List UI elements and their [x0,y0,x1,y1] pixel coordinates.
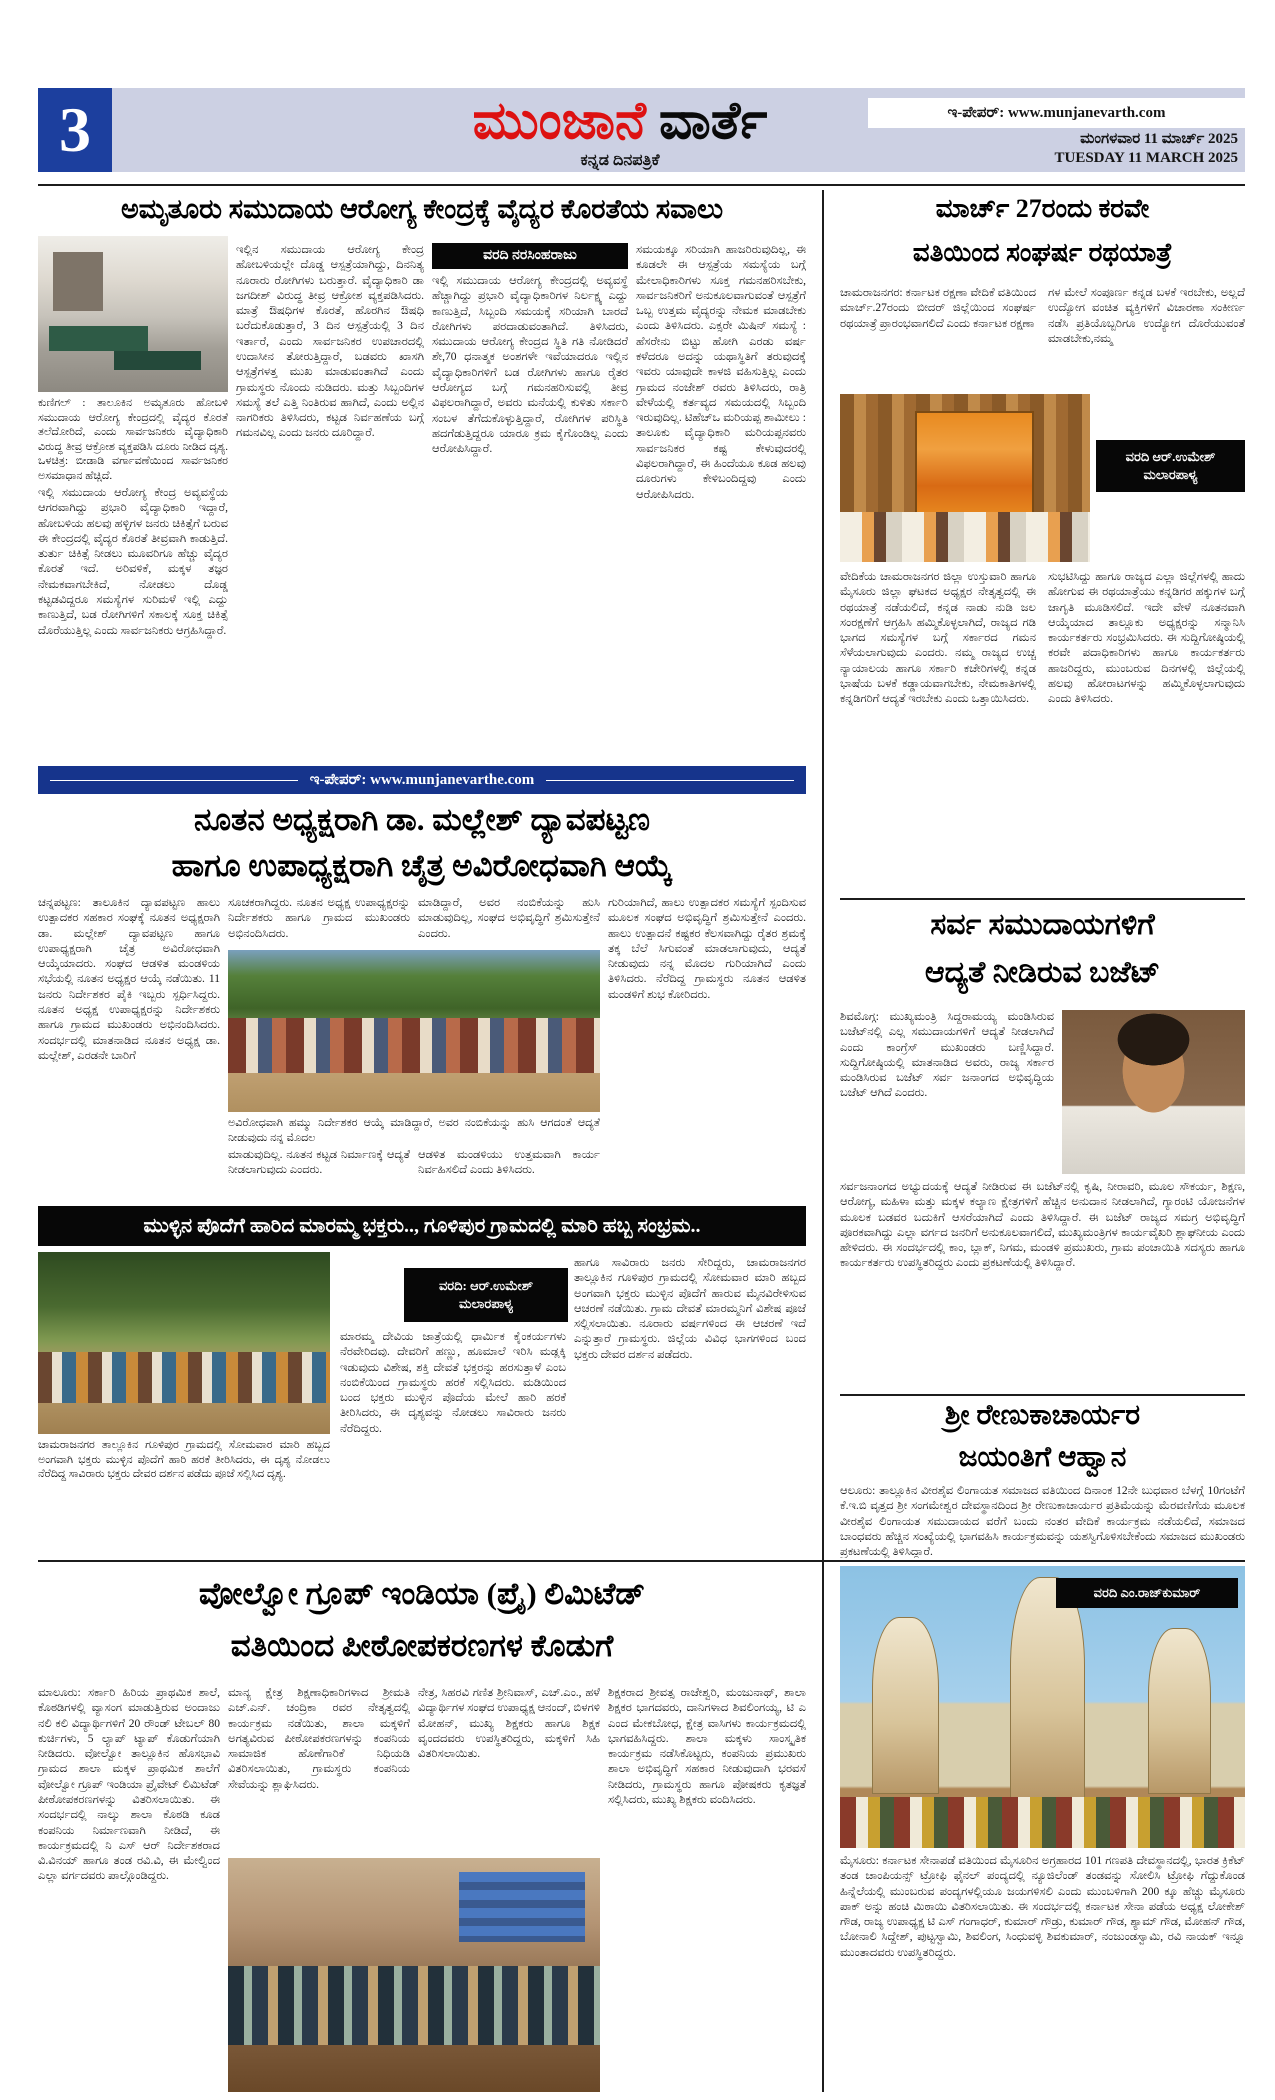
article1-byline: ವರದಿ ನರಸಿಂಹರಾಜು [432,243,628,269]
article2-byline-line2: ಮಲಾರಪಾಳ್ಯ [1143,467,1198,482]
hospital-photo [38,236,228,392]
article2-body-col1: ವೇದಿಕೆಯ ಚಾಮರಾಜನಗರ ಜಿಲ್ಲಾ ಉಸ್ತುವಾರಿ ಹಾಗೂ ಮೈಸೂರು ಜಿಲ್ಲಾ ಘಟಕದ ಅಧ್ಯಕ್ಷರ ನೇತೃತ್ವದಲ್ಲಿ ಈ ರಥಯಾತ್ರೆ ನಡೆಯಲಿದೆ, ಕನ್ನಡ ನಾಡು ನುಡಿ ಜಲ ಸಂರಕ್ಷಣೆಗೆ ಆಗ್ರಹಿಸಿ ಹಮ್ಮಿಕೊಳ್ಳಲಾಗಿದೆ, ರಾಜ್ಯದ ಗಡಿ ಭಾಗದ ಸಮಸ್ಯೆಗಳ ಬಗ್ಗೆ ಸರ್ಕಾರದ ಗಮನ ಸೆಳೆಯಲಾಗುವುದು ಎಂದರು. ನಮ್ಮ ರಾಜ್ಯದ ಉಚ್ಚ ನ್ಯಾಯಾಲಯ ಹಾಗೂ ಸರ್ಕಾರಿ ಕಚೇರಿಗಳಲ್ಲಿ ಕನ್ನಡ ಭಾಷೆಯ ಬಳಕೆ ಕಡ್ಡಾಯವಾಗಬೇಕು, ನೇಮಕಾತಿಗಳಲ್ಲಿ ಕನ್ನಡಿಗರಿಗೆ ಆದ್ಯತೆ ಇರಬೇಕು ಎಂದು ಒತ್ತಾಯಿಸಿದರು. [840,571,1036,706]
classroom-photo [228,1858,600,2092]
photo-devotees-graphic [840,1797,1245,1848]
article2-byline-line1: ವರದಿ ಆರ್.ಉಮೇಶ್ [1125,448,1216,464]
bottom-section-rule [38,1560,1245,1562]
coop-group-photo [228,950,600,1112]
article1-col4: ಸಮಯಕ್ಕೂ ಸರಿಯಾಗಿ ಹಾಜರಿರುವುದಿಲ್ಲ, ಈ ಕೂಡಲೇ ಈ ಆಸ್ಪತ್ರೆಯ ಸಮಸ್ಯೆಯ ಬಗ್ಗೆ ಮೇಲಾಧಿಕಾರಿಗಳು ಸೂಕ್ತ ಗಮನಹರಿಸಬೇಕು, ಸಾರ್ವಜನಿಕರಿಗೆ ಅನುಕೂಲವಾಗುವಂತೆ ಆಸ್ಪತ್ರೆಗೆ ಒಬ್ಬ ಉತ್ತಮ ವೈದ್ಯರನ್ನು ನೇಮಕ ಮಾಡಬೇಕು ಎಂದು ತಿಳಿಸಿದರು. ಎಕ್ಸರೇ ಮಿಷಿನ್ ಸಮಸ್ಯೆ : ಹೆಸರೇನು ಬಿಟ್ಟು ಹೋಗಿ ಎರಡು ವರ್ಷ ಕಳೆದರೂ ಅದನ್ನು ಯಥಾಸ್ಥಿತಿಗೆ ತರುವುದಕ್ಕೆ ಇವರು ಯಾವುದೇ ಕಾಳಜಿ ವಹಿಸುತ್ತಿಲ್ಲ ಎಂದು ಗ್ರಾಮದ ನಂಜೇಶ್ ರವರು ತಿಳಿಸಿದರು, ರಾತ್ರಿ ವೇಳೆಯಲ್ಲಿ ಕರ್ತವ್ಯದ ಸಮಯದಲ್ಲಿ ಸಿಬ್ಬಂದಿ ಇರುವುದಿಲ್ಲ. ಟಿಹೆಚ್‌ಒ ಮರಿಯಪ್ಪ ಶಾಮೀಲು : ತಾಲೂಕು ವೈದ್ಯಾಧಿಕಾರಿ ಮರಿಯಪ್ಪನವರು ಸಾರ್ವಜನಿಕರ ಕಷ್ಟ ಕೇಳುವುದರಲ್ಲಿ ವಿಫಲರಾಗಿದ್ದಾರೆ, ಈ ಹಿಂದೆಯೂ ಕೂಡ ಹಲವು ದೂರುಗಳು ಕೇಳಿಬಂದಿದ್ದವು ಎಂದು ಆರೋಪಿಸಿದರು. [636,244,806,501]
article1-photo-caption: ಕುಣಿಗಲ್ : ತಾಲೂಕಿನ ಅಮೃತೂರು ಹೋಬಳಿ ಸಮುದಾಯ ಆರೋಗ್ಯ ಕೇಂದ್ರದಲ್ಲಿ ವೈದ್ಯರ ಕೊರತೆ ತಲೆದೋರಿದೆ, ಎಂದು ಸಾರ್ವಜನಿಕರು ವೈದ್ಯಾಧಿಕಾರಿ ವಿರುದ್ಧ ತೀವ್ರ ಆಕ್ರೋಶ ವ್ಯಕ್ತಪಡಿಸಿ ದೂರು ನೀಡಿದ ದೃಶ್ಯ. ಒಳಚಿತ್ರ: ಬೀಡಾಡಿ ವರ್ಗಾವಣೆಯಿಂದ ಸಾರ್ವಜನಿಕರ ಅಸಮಾಧಾನ ಹೆಚ್ಚಿದೆ. [38,397,228,482]
article4-top-rule [840,898,1245,900]
article7-col3: ನೇತ್ರ, ಸಿಹರವಿ ಗಣಿತ ಶ್ರೀನಿವಾಸ್, ಎಚ್.ಎಂ., ಹಳೆ ವಿದ್ಯಾರ್ಥಿಗಳ ಸಂಘದ ಉಪಾಧ್ಯಕ್ಷ ಆನಂದ್, ಬಿಳಗಳಿ ಮೋಹನ್, ಮುಖ್ಯ ಶಿಕ್ಷಕರು ಹಾಗೂ ಶಿಕ್ಷಕ ವೃಂದದವರು ಉಪಸ್ಥಿತರಿದ್ದರು, ಮಕ್ಕಳಿಗೆ ಸಿಹಿ ವಿತರಿಸಲಾಯಿತು. [418,1687,600,1761]
temple-photo [840,1566,1245,1848]
article6-headline-bar: ಮುಳ್ಳಿನ ಪೊದೆಗೆ ಹಾರಿದ ಮಾರಮ್ಮ ಭಕ್ತರು.., ಗೂಳಿಪುರ ಗ್ರಾಮದಲ್ಲಿ ಮಾರಿ ಹಬ್ಬ ಸಂಭ್ರಮ.. [38,1206,806,1246]
article8-body: ಮೈಸೂರು: ಕರ್ನಾಟಕ ಸೇನಾಪಡೆ ವತಿಯಿಂದ ಮೈಸೂರಿನ ಅಗ್ರಹಾರದ 101 ಗಣಪತಿ ದೇವಸ್ಥಾನದಲ್ಲಿ, ಭಾರತ ಕ್ರಿಕೆಟ್ ತಂಡ ಚಾಂಪಿಯನ್ಸ್ ಟ್ರೋಫಿ ಫೈನಲ್ ಪಂದ್ಯದಲ್ಲಿ ನ್ಯೂಜಿಲೆಂಡ್ ತಂಡವನ್ನು ಸೋಲಿಸಿ ಟ್ರೋಫಿ ಗೆದ್ದುಕೊಂಡ ಹಿನ್ನೆಲೆಯಲ್ಲಿ ಮುಂಬರುವ ಪಂದ್ಯಗಳಲ್ಲಿಯೂ ಜಯಗಳಿಸಲಿ ಎಂದು ಮುಂಬಳಿಗಾಗಿ 200 ಕ್ಕೂ ಹೆಚ್ಚು ಮೈಸೂರು ಪಾಕ್ ಅನ್ನು ಹಂಚಿ ಮಿಠಾಯಿ ವಿತರಿಸಲಾಯಿತು. ಈ ಸಂದರ್ಭದಲ್ಲಿ ಕರ್ನಾಟಕ ಸೇನಾ ಪಡೆಯ ಅಧ್ಯಕ್ಷ ಲೋಕೇಶ್ ಗೌಡ, ರಾಜ್ಯ ಉಪಾಧ್ಯಕ್ಷ ಟಿ ಎಸ್ ಗಂಗಾಧರ್, ಕುಮಾರ್ ಗೌಡ್ರು, ಕುಮಾರ್ ಗೌಡ, ಶ್ಯಾಮ್ ಗೌಡ, ಮೋಹನ್ ಗೌಡ, ಬೋನಾಲಿ ಸಿದ್ದೇಶ್, ಪುಟ್ಟಸ್ವಾಮಿ, ಶಿವಲಿಂಗ, ಸಿಂಧುವಳ್ಳಿ ಶಿವಕುಮಾರ್, ನಂಜುಂಡಸ್ವಾಮಿ, ರವಿ ನಾಯಕ್ ಇನ್ನೂ ಮುಂತಾದವರು ಉಪಸ್ಥಿತರಿದ್ದರು. [840,1855,1245,1959]
epaper-url: ಇ-ಪೇಪರ್: www.munjanevarth.com [868,98,1245,128]
date-kannada: ಮಂಗಳವಾರ 11 ಮಾರ್ಚ್ 2025 [1080,131,1238,147]
column-divider [822,190,824,2092]
article3-col3-bottom: ಆಡಳಿತ ಮಂಡಳಿಯು ಉತ್ತಮವಾಗಿ ಕಾರ್ಯ ನಿರ್ವಹಿಸಲಿದೆ ಎಂದು ತಿಳಿಸಿದರು. [418,1149,600,1177]
photo-bench2-graphic [114,351,201,370]
budget-leader-portrait [1062,1010,1245,1174]
article6-byline [404,1268,568,1322]
photo-group-graphic [228,1018,600,1073]
article1-col2: ಇಲ್ಲಿನ ಸಮುದಾಯ ಆರೋಗ್ಯ ಕೇಂದ್ರ ಹೋಬಳಿಯಲ್ಲೇ ದೊಡ್ಡ ಆಸ್ಪತ್ರೆಯಾಗಿದ್ದು, ದಿನನಿತ್ಯ ನೂರಾರು ರೋಗಿಗಳು ಬರುತ್ತಾರೆ. ವೈದ್ಯಾಧಿಕಾರಿ ಡಾ ಜಗದೀಶ್ ವಿರುದ್ಧ ತೀವ್ರ ಆಕ್ರೋಶ ವ್ಯಕ್ತಪಡಿಸಿದರು. ಮಾತ್ರೆ ಔಷಧಿಗಳ ಕೊರತೆ, ಹೊರಗಿನ ಔಷಧಿ ಬರೆದುಕೊಡುತ್ತಾರೆ, 3 ದಿನ ಆಸ್ಪತ್ರೆಯಲ್ಲಿ 3 ದಿನ ಇರ್ತಾರೆ, ಎಂದು ಸಾರ್ವಜನಿಕರ ಉಪಚಾರದಲ್ಲಿ ಉದಾಸೀನ ತೋರುತ್ತಿದ್ದಾರೆ, ಬಡವರು ಖಾಸಗಿ ಆಸ್ಪತ್ರೆಗಳತ್ತ ಮುಖ ಮಾಡುವಂತಾಗಿದೆ ಎಂದು ಗ್ರಾಮಸ್ಥರು ನೊಂದು ನುಡಿದರು. ಮತ್ತು ಸಿಬ್ಬಂದಿಗಳ ಸಮಸ್ಯೆ ತಲೆ ಎತ್ತಿ ನಿಂತಿರುವ ಹಾಗಿದೆ, ಎಂದು ಅಲ್ಲಿನ ನಾಗರಿಕರು ತಿಳಿಸಿದರು, ಕಟ್ಟಡ ನಿರ್ವಹಣೆಯ ಬಗ್ಗೆ ಗಮನವಿಲ್ಲ ಎಂದು ಜನರು ದೂರಿದ್ದಾರೆ. [236,244,424,440]
article7-col2: ಮಾನ್ಯ ಕ್ಷೇತ್ರ ಶಿಕ್ಷಣಾಧಿಕಾರಿಗಳಾದ ಶ್ರೀಮತಿ ಎಚ್.ಎನ್. ಚಂದ್ರಿಕಾ ರವರ ನೇತೃತ್ವದಲ್ಲಿ ಕಾರ್ಯಕ್ರಮ ನಡೆಯಿತು, ಶಾಲಾ ಮಕ್ಕಳಿಗೆ ಅಗತ್ಯವಿರುವ ಪೀಠೋಪಕರಣಗಳನ್ನು ಕಂಪನಿಯ ಸಾಮಾಜಿಕ ಹೊಣೆಗಾರಿಕೆ ನಿಧಿಯಡಿ ವಿತರಿಸಲಾಯಿತು, ಗ್ರಾಮಸ್ಥರು ಕಂಪನಿಯ ಸೇವೆಯನ್ನು ಶ್ಲಾಘಿಸಿದರು. [228,1687,410,1791]
article2-intro-col1: ಚಾಮರಾಜನಗರ: ಕರ್ನಾಟಕ ರಕ್ಷಣಾ ವೇದಿಕೆ ವತಿಯಿಂದ ಮಾರ್ಚ್.27ರಂದು ಬೀದರ್ ಜಿಲ್ಲೆಯಿಂದ ಸಂಘರ್ಷ ರಥಯಾತ್ರೆ ಪ್ರಾರಂಭವಾಗಲಿದೆ ಎಂದು ಕರ್ನಾಟಕ ರಕ್ಷಣಾ [840,287,1036,330]
date-english: TUESDAY 11 MARCH 2025 [1054,150,1238,166]
photo-bench-graphic [49,326,148,351]
article8-byline: ವರದಿ ಎಂ.ರಾಜ್‌ಕುಮಾರ್ [1056,1578,1238,1608]
article4-body-full: ಸರ್ವಜನಾಂಗದ ಅಭ್ಯುದಯಕ್ಕೆ ಆದ್ಯತೆ ನೀಡಿರುವ ಈ ಬಜೆಟ್‌ನಲ್ಲಿ ಕೃಷಿ, ನೀರಾವರಿ, ಮೂಲ ಸೌಕರ್ಯ, ಶಿಕ್ಷಣ, ಆರೋಗ್ಯ, ಮಹಿಳಾ ಮತ್ತು ಮಕ್ಕಳ ಕಲ್ಯಾಣ ಕ್ಷೇತ್ರಗಳಿಗೆ ಹೆಚ್ಚಿನ ಅನುದಾನ ನೀಡಲಾಗಿದೆ, ಗ್ಯಾರಂಟಿ ಯೋಜನೆಗಳ ಮೂಲಕ ಬಡವರ ಬದುಕಿಗೆ ಆಸರೆಯಾಗಿದೆ ಎಂದು ತಿಳಿಸಿದ್ದಾರೆ. ಈ ಬಜೆಟ್ ರಾಜ್ಯದ ಸಮಗ್ರ ಅಭಿವೃದ್ಧಿಗೆ ಪೂರಕವಾಗಿದ್ದು ಎಲ್ಲಾ ವರ್ಗದ ಜನರಿಗೆ ಅನುಕೂಲವಾಗಲಿದೆ, ಮುಖ್ಯಮಂತ್ರಿಗಳ ಕಾರ್ಯವೈಖರಿ ಶ್ಲಾಘನೀಯ ಎಂದು ಹೇಳಿದರು. ಈ ಸಂದರ್ಭದಲ್ಲಿ ಕಾಂ, ಬ್ಲಾಕ್, ನಿಗಮ, ಮಂಡಳಿ ಪ್ರಮುಖರು, ಗ್ರಾಮ ಪಂಚಾಯಿತಿ ಸದಸ್ಯರು ಹಾಗೂ ಕಾರ್ಯಕರ್ತರು ಉಪಸ್ಥಿತರಿದ್ದರು ಎಂದು ಪ್ರಕಟಣೆಯಲ್ಲಿ ತಿಳಿಸಿದ್ದಾರೆ. [840,1181,1245,1270]
photo-gopuram-left [872,1617,939,1794]
article7-headline-line1: ವೋಲ್ವೋ ಗ್ರೂಪ್ ಇಂಡಿಯಾ (ಪ್ರೈ) ಲಿಮಿಟೆಡ್ [198,1576,646,1611]
article3-headline-line2: ಹಾಗೂ ಉಪಾಧ್ಯಕ್ಷರಾಗಿ ಚೈತ್ರ ಅವಿರೋಧವಾಗಿ ಆಯ್ಕೆ [171,848,673,883]
article1-col1: ಇಲ್ಲಿ ಸಮುದಾಯ ಆರೋಗ್ಯ ಕೇಂದ್ರ ಅವ್ಯವಸ್ಥೆಯ ಆಗರವಾಗಿದ್ದು ಪ್ರಭಾರಿ ವೈದ್ಯಾಧಿಕಾರಿ ಇದ್ದಾರೆ, ಹೋಬಳಿಯ ಹಲವು ಹಳ್ಳಿಗಳ ಜನರು ಚಿಕಿತ್ಸೆಗೆ ಬರುವ ಈ ಕೇಂದ್ರದಲ್ಲಿ ವೈದ್ಯರ ಕೊರತೆ ತೀವ್ರವಾಗಿ ಕಾಡುತ್ತಿದೆ. ತುರ್ತು ಚಿಕಿತ್ಸೆ ನೀಡಲು ಮೂವರಿಗೂ ಹೆಚ್ಚು ವೈದ್ಯರ ಕೊರತೆ ಇದೆ. ಅರಿವಳಿಕೆ, ಮಕ್ಕಳ ತಜ್ಞರ ನೇಮಕವಾಗಬೇಕಿದೆ, ನೋಡಲು ದೊಡ್ಡ ಕಟ್ಟಡವಿದ್ದರೂ ಸಮಸ್ಯೆಗಳ ಸುರಿಮಳೆ ಇಲ್ಲಿ ಎದ್ದು ಕಾಣುತ್ತಿದೆ, ಬಡ ರೋಗಿಗಳಿಗೆ ಸಕಾಲಕ್ಕೆ ಸೂಕ್ತ ಚಿಕಿತ್ಸೆ ದೊರೆಯುತ್ತಿಲ್ಲ ಎಂದು ಸಾರ್ವಜನಿಕರು ಆಗ್ರಹಿಸಿದ್ದಾರೆ. [38,487,228,637]
masthead-black-part: ವಾರ್ತೆ [659,93,768,150]
article2-headline-line1: ಮಾರ್ಚ್ 27ರಂದು ಕರವೇ [935,194,1150,223]
article6-col1: ಮಾರಮ್ಮ ದೇವಿಯ ಜಾತ್ರೆಯಲ್ಲಿ ಧಾರ್ಮಿಕ ಕೈಂಕರ್ಯಗಳು ನೆರವೇರಿದವು. ದೇವರಿಗೆ ಹಣ್ಣು, ಹೂಮಾಲೆ ಇರಿಸಿ ಮಡ್ಲಕ್ಕಿ ಇಡುವುದು ವಿಶೇಷ, ಶಕ್ತಿ ದೇವತೆ ಭಕ್ತರನ್ನು ಹರಸುತ್ತಾಳೆ ಎಂಬ ನಂಬಿಕೆಯಿಂದ ಗ್ರಾಮಸ್ಥರು ಹರಕೆ ಸಲ್ಲಿಸಿದರು. ಮಡಿಯಿಂದ ಬಂದ ಭಕ್ತರು ಮುಳ್ಳಿನ ಪೊದೆಯ ಮೇಲೆ ಹಾರಿ ಹರಕೆ ತೀರಿಸಿದರು, ಈ ದೃಶ್ಯವನ್ನು ನೋಡಲು ಸಾವಿರಾರು ಜನರು ನೆರೆದಿದ್ದರು. [340,1331,566,1435]
article3-photo-caption: ಅವಿರೋಧವಾಗಿ ಹಮ್ಮು ನಿರ್ದೇಶಕರ ಆಯ್ಕೆ ಮಾಡಿದ್ದಾರೆ, ಅವರ ನಂಬಿಕೆಯನ್ನು ಹುಸಿ ಆಗದಂತೆ ಆದ್ಯತೆ ನೀಡುವುದು ನನ್ನ ಮೊದಲ [228,1117,600,1144]
photo-furniture-graphic [459,1872,585,1942]
masthead [340,93,900,154]
article4-headline-line2: ಆದ್ಯತೆ ನೀಡಿರುವ ಬಜೆಟ್ [924,956,1161,989]
article4-body-side: ಶಿವಮೊಗ್ಗ: ಮುಖ್ಯಮಂತ್ರಿ ಸಿದ್ದರಾಮಯ್ಯ ಮಂಡಿಸಿರುವ ಬಜೆಟ್‌ನಲ್ಲಿ ಎಲ್ಲ ಸಮುದಾಯಗಳಿಗೆ ಆದ್ಯತೆ ನೀಡಲಾಗಿದೆ ಎಂದು ಕಾಂಗ್ರೆಸ್ ಮುಖಂಡರು ಬಣ್ಣಿಸಿದ್ದಾರೆ. ಸುದ್ದಿಗೋಷ್ಠಿಯಲ್ಲಿ ಮಾತನಾಡಿದ ಅವರು, ರಾಜ್ಯ ಸರ್ಕಾರ ಮಂಡಿಸಿರುವ ಬಜೆಟ್ ಸರ್ವ ಜನಾಂಗದ ಅಭಿವೃದ್ಧಿಯ ಬಜೆಟ್ ಆಗಿದೆ ಎಂದರು. [840,1011,1054,1100]
photo-children-graphic [228,1966,600,2046]
article3-headline-line1: ನೂತನ ಅಧ್ಯಕ್ಷರಾಗಿ ಡಾ. ಮಲ್ಲೇಶ್ ದ್ಯಾವಪಟ್ಟಣ [194,802,650,837]
article6-byline-line1: ವರದಿ: ಆರ್.ಉಮೇಶ್ [438,1277,534,1293]
article2-byline [1096,440,1245,492]
epaper-banner [38,766,806,794]
article5-headline-line1: ಶ್ರೀ ರೇಣುಕಾಚಾರ್ಯರ [944,1400,1141,1431]
photo-window-graphic [53,252,102,311]
epaper-banner-text: ಇ-ಪೇಪರ್: www.munjanevarthe.com [309,772,535,788]
article3-col4: ಗುರಿಯಾಗಿದೆ, ಹಾಲು ಉತ್ಪಾದಕರ ಸಮಸ್ಯೆಗೆ ಸ್ಪಂದಿಸುವ ಮೂಲಕ ಸಂಘದ ಅಭಿವೃದ್ಧಿಗೆ ಶ್ರಮಿಸುತ್ತೇನೆ ಎಂದರು. ಹಾಲು ಉತ್ಪಾದನೆ ಕಷ್ಟಕರ ಕೆಲಸವಾಗಿದ್ದು ರೈತರ ಶ್ರಮಕ್ಕೆ ತಕ್ಕ ಬೆಲೆ ಸಿಗುವಂತೆ ಮಾಡಲಾಗುವುದು, ಆದ್ಯತೆ ನೀಡುವುದು ನನ್ನ ಮೊದಲ ಗುರಿಯಾಗಿದೆ ಎಂದು ತಿಳಿಸಿದರು. ನೆರೆದಿದ್ದ ಗ್ರಾಮಸ್ಥರು ನೂತನ ಆಡಳಿತ ಮಂಡಳಿಗೆ ಶುಭ ಕೋರಿದರು. [608,897,806,1001]
masthead-red-part: ಮುಂಜಾನೆ [472,93,646,150]
article5-top-rule [840,1394,1245,1396]
article1-col3: ಇಲ್ಲಿ ಸಮುದಾಯ ಆರೋಗ್ಯ ಕೇಂದ್ರದಲ್ಲಿ ಅವ್ಯವಸ್ಥೆ ಹೆಚ್ಚಾಗಿದ್ದು ಪ್ರಭಾರಿ ವೈದ್ಯಾಧಿಕಾರಿಗಳ ನಿರ್ಲಕ್ಷ್ಯ ಎದ್ದು ಕಾಣುತ್ತಿದೆ, ಸಿಬ್ಬಂದಿ ಸಮಯಕ್ಕೆ ಸರಿಯಾಗಿ ಬಾರದೆ ರೋಗಿಗಳು ಪರದಾಡುವಂತಾಗಿದೆ. ತಿಳಿಸಿದರು, ಸಮುದಾಯ ಆರೋಗ್ಯ ಕೇಂದ್ರದ ಸ್ಥಿತಿ ಗತಿ ನೋಡಿದರೆ ಶೇ,70 ಧನಾತ್ಮಕ ಅಂಶಗಳೇ ಇವೆಯಾದರೂ ಇಲ್ಲಿನ ವೈದ್ಯಾಧಿಕಾರಿಗಳಿಗೆ ಬಡ ರೋಗಿಗಳು ಹಾಗೂ ರೈತರ ಆರೋಗ್ಯದ ಬಗ್ಗೆ ಗಮನಹರಿಸುವಲ್ಲಿ ತೀವ್ರ ವಿಫಲರಾಗಿದ್ದಾರೆ, ಅವರು ಮನೆಯಲ್ಲಿ ಕುಳಿತು ಸರ್ಕಾರಿ ಸಂಬಳ ತೆಗೆದುಕೊಳ್ಳುತ್ತಿದ್ದಾರೆ, ರೋಗಿಗಳ ಪರಿಸ್ಥಿತಿ ಹದಗೆಡುತ್ತಿದ್ದರೂ ಯಾರೂ ಕ್ರಮ ಕೈಗೊಂಡಿಲ್ಲ ಎಂದು ಆರೋಪಿಸಿದ್ದಾರೆ. [432,275,628,456]
page-number: 3 [38,88,112,172]
article1-headline: ಅಮೃತೂರು ಸಮುದಾಯ ಆರೋಗ್ಯ ಕೇಂದ್ರಕ್ಕೆ ವೈದ್ಯರ ಕೊರತೆಯ ಸವಾಲು [120,194,724,224]
article3-col3-top: ಮಾಡಿದ್ದಾರೆ, ಅವರ ನಂಬಿಕೆಯನ್ನು ಹುಸಿ ಮಾಡುವುದಿಲ್ಲ, ಸಂಘದ ಅಭಿವೃದ್ಧಿಗೆ ಶ್ರಮಿಸುತ್ತೇನೆ ಎಂದರು. [418,897,600,940]
photo-people-graphic [840,512,1090,562]
article5-headline-line2: ಜಯಂತಿಗೆ ಆಹ್ವಾನ [958,1442,1127,1473]
photo-banner-graphic [915,411,1034,519]
article6-photo-caption: ಚಾಮರಾಜನಗರ ತಾಲ್ಲೂಕಿನ ಗೂಳಿಪುರ ಗ್ರಾಮದಲ್ಲಿ ಸೋಮವಾರ ಮಾರಿ ಹಬ್ಬದ ಅಂಗವಾಗಿ ಭಕ್ತರು ಮುಳ್ಳಿನ ಪೊದೆಗೆ ಹಾರಿ ಹರಕೆ ತೀರಿಸಿದರು, ಈ ದೃಶ್ಯ ನೋಡಲು ನೆರೆದಿದ್ದ ಸಾವಿರಾರು ಭಕ್ತರು ದೇವರ ದರ್ಶನ ಪಡೆದು ಪೂಜೆ ಸಲ್ಲಿಸಿದ ದೃಶ್ಯ. [38,1439,330,1481]
article7-col4: ಶಿಕ್ಷಕರಾದ ಶ್ರೀವತ್ಸ ರಾಜೇಶ್ವರಿ, ಮಂಜುನಾಥ್, ಶಾಲಾ ಶಿಕ್ಷಕರ ಭಾಗದವರು, ದಾನಿಗಳಾದ ಶಿವಲಿಂಗಯ್ಯ, ಟಿ ಎ ಎಂದ ಮೇಕಬೋಧ, ಕ್ಷೇತ್ರ ವಾಸಿಗಳು ಕಾರ್ಯಕ್ರಮದಲ್ಲಿ ಭಾಗವಹಿಸಿದ್ದರು. ಶಾಲಾ ಮಕ್ಕಳು ಸಾಂಸ್ಕೃತಿಕ ಕಾರ್ಯಕ್ರಮ ನಡೆಸಿಕೊಟ್ಟರು, ಕಂಪನಿಯ ಪ್ರಮುಖರು ಶಾಲಾ ಅಭಿವೃದ್ಧಿಗೆ ಸಹಕಾರ ನೀಡುವುದಾಗಿ ಭರವಸೆ ನೀಡಿದರು, ಗ್ರಾಮಸ್ಥರು ಹಾಗೂ ಪೋಷಕರು ಕೃತಜ್ಞತೆ ಸಲ್ಲಿಸಿದರು, ಮುಖ್ಯ ಶಿಕ್ಷಕರು ವಂದಿಸಿದರು. [608,1687,806,1806]
article2-headline-line2: ವತಿಯಿಂದ ಸಂಘರ್ಷ ರಥಯಾತ್ರೆ [912,238,1173,267]
article3-col2-top: ಸೂಚಕರಾಗಿದ್ದರು. ನೂತನ ಅಧ್ಯಕ್ಷ ಉಪಾಧ್ಯಕ್ಷರನ್ನು ನಿರ್ದೇಶಕರು ಹಾಗೂ ಗ್ರಾಮದ ಮುಖಂಡರು ಅಭಿನಂದಿಸಿದರು. [228,897,410,940]
article2-body-col2: ಸುಭಟಿಸಿದ್ದು ಹಾಗೂ ರಾಜ್ಯದ ಎಲ್ಲಾ ಜಿಲ್ಲೆಗಳಲ್ಲಿ ಹಾದು ಹೋಗುವ ಈ ರಥಯಾತ್ರೆಯು ಕನ್ನಡಿಗರ ಹಕ್ಕುಗಳ ಬಗ್ಗೆ ಜಾಗೃತಿ ಮೂಡಿಸಲಿದೆ. ಇದೇ ವೇಳೆ ನೂತನವಾಗಿ ಆಯ್ಕೆಯಾದ ತಾಲ್ಲೂಕು ಅಧ್ಯಕ್ಷರನ್ನು ಸನ್ಮಾನಿಸಿ ಕಾರ್ಯಕರ್ತರು ಸಂಭ್ರಮಿಸಿದರು. ಈ ಸುದ್ದಿಗೋಷ್ಠಿಯಲ್ಲಿ ಕರವೇ ಪದಾಧಿಕಾರಿಗಳು ಹಾಗೂ ಕಾರ್ಯಕರ್ತರು ಹಾಜರಿದ್ದರು, ಮುಂಬರುವ ದಿನಗಳಲ್ಲಿ ಜಿಲ್ಲೆಯಲ್ಲಿ ಹಲವು ಹೋರಾಟಗಳನ್ನು ಹಮ್ಮಿಕೊಳ್ಳಲಾಗುವುದು ಎಂದು ತಿಳಿಸಿದರು. [1048,571,1245,706]
article2-intro-col2: ಗಳ ಮೇಲೆ ಸಂಪೂರ್ಣ ಕನ್ನಡ ಬಳಕೆ ಇರಬೇಕು, ಅಲ್ಲದೆ ಉದ್ಯೋಗ ವಂಚಿತ ವ್ಯಕ್ತಿಗಳಿಗೆ ವಿಚಾರಣಾ ಸಂಕೀರ್ಣ ನಡೆಸಿ ಪ್ರತಿಯೊಬ್ಬರಿಗೂ ಉದ್ಯೋಗ ದೊರೆಯುವಂತೆ ಮಾಡಬೇಕು,ನಮ್ಮ [1048,287,1245,345]
header-rule [38,184,1245,186]
photo-gopuram-center [1010,1577,1085,1799]
article7-col1: ಮಾಲೂರು: ಸರ್ಕಾರಿ ಹಿರಿಯ ಪ್ರಾಥಮಿಕ ಶಾಲೆ, ಕೊಠಡಿಗಳಲ್ಲಿ ವ್ಯಾಸಂಗ ಮಾಡುತ್ತಿರುವ ಅಂದಾಜು ನಲಿ ಕಲಿ ವಿದ್ಯಾರ್ಥಿಗಳಿಗೆ 20 ರೌಂಡ್ ಟೇಬಲ್ 80 ಕುರ್ಚಿಗಳು, 5 ಲ್ಯಾಪ್ ಟ್ಯಾಪ್ ಕೊಡುಗೆಯಾಗಿ ನೀಡಿದರು. ವೋಲ್ವೋ ತಾಲ್ಲೂಕಿನ ಹೊಸಭಾವಿ ಗ್ರಾಮದ ಶಾಲಾ ಮಕ್ಕಳ ಪ್ರಾಥಮಿಕ ಶಾಲೆಗೆ ವೋಲ್ವೋ ಗ್ರೂಪ್ ಇಂಡಿಯಾ ಪ್ರೈವೇಟ್ ಲಿಮಿಟೆಡ್ ಪೀಠೋಪಕರಣಗಳನ್ನು ವಿತರಿಸಲಾಯಿತು. ಈ ಸಂದರ್ಭದಲ್ಲಿ ನಾಲ್ಕು ಶಾಲಾ ಕೊಠಡಿ ಕೂಡ ಕಂಪನಿಯ ನಿರ್ಮಾಣವಾಗಿ ನೀಡಿದೆ, ಈ ಕಾರ್ಯಕ್ರಮದಲ್ಲಿ ನಿ ಎಸ್ ಆರ್ ನಿರ್ದೇಶಕರಾದ ವಿ.ವಿನಯ್ ಹಾಗೂ ತಂಡ ರವಿ.ವಿ, ಈ ಮೇಲ್ವಿಂದ ಎಲ್ಲಾ ವರ್ಗದವರು ಪಾಲ್ಗೊಂಡಿದ್ದರು. [38,1687,220,1883]
masthead-tagline: ಕನ್ನಡ ದಿನಪತ್ರಿಕೆ [580,152,660,169]
article3-col1: ಚನ್ನಪಟ್ಟಣ: ತಾಲೂಕಿನ ದ್ಯಾವಪಟ್ಟಣ ಹಾಲು ಉತ್ಪಾದಕರ ಸಹಕಾರ ಸಂಘಕ್ಕೆ ನೂತನ ಅಧ್ಯಕ್ಷರಾಗಿ ಡಾ. ಮಲ್ಲೇಶ್ ದ್ಯಾವಪಟ್ಟಣ ಹಾಗೂ ಉಪಾಧ್ಯಕ್ಷರಾಗಿ ಚೈತ್ರ ಅವಿರೋಧವಾಗಿ ಆಯ್ಕೆಯಾದರು. ಸಂಘದ ಆಡಳಿತ ಮಂಡಳಿಯ ಸಭೆಯಲ್ಲಿ ನೂತನ ಅಧ್ಯಕ್ಷರ ಆಯ್ಕೆ ನಡೆಯಿತು. 11 ಜನರು ನಿರ್ದೇಶಕರ ಪೈಕಿ ಇಬ್ಬರು ಸ್ಪರ್ಧಿಸಿದ್ದರು. ನೂತನ ಅಧ್ಯಕ್ಷ ಉಪಾಧ್ಯಕ್ಷರನ್ನು ನಿರ್ದೇಶಕರು ಹಾಗೂ ಗ್ರಾಮದ ಮುಖಂಡರು ಅಭಿನಂದಿಸಿದರು. ಸಂದರ್ಭದಲ್ಲಿ ಮಾತನಾಡಿದ ನೂತನ ಅಧ್ಯಕ್ಷ ಡಾ. ಮಲ್ಲೇಶ್, ಎರಡನೇ ಬಾರಿಗೆ [38,897,220,1062]
article4-headline-line1: ಸರ್ವ ಸಮುದಾಯಗಳಿಗೆ [930,908,1155,941]
article3-col2-bottom: ಮಾಡುವುದಿಲ್ಲ. ನೂತನ ಕಟ್ಟಡ ನಿರ್ಮಾಣಕ್ಕೆ ಆದ್ಯತೆ ನೀಡಲಾಗುವುದು ಎಂದರು. [228,1149,410,1177]
article7-headline-line2: ವತಿಯಿಂದ ಪೀಠೋಪಕರಣಗಳ ಕೊಡುಗೆ [230,1628,614,1663]
maramma-crowd-photo [38,1252,330,1434]
article6-byline-line2: ಮಲಾರಪಾಳ್ಯ [458,1296,514,1311]
article5-body: ಆಲೂರು: ತಾಲ್ಲೂಕಿನ ವೀರಶೈವ ಲಿಂಗಾಯತ ಸಮಾಜದ ವತಿಯಿಂದ ದಿನಾಂಕ 12ನೇ ಬುಧವಾರ ಬೆಳಗ್ಗೆ 10ಗಂಟೆಗೆ ಕೆ.ಇ.ಬಿ ವೃತ್ತದ ಶ್ರೀ ಸಂಗಮೇಶ್ವರ ದೇವಸ್ಥಾನದಿಂದ ಶ್ರೀ ರೇಣುಕಾಚಾರ್ಯರ ಪ್ರತಿಮೆಯನ್ನು ಮೆರವಣಿಗೆಯ ಮೂಲಕ ವೀರಶೈವ ಲಿಂಗಾಯತ ಸಮುದಾಯದ ವರೆಗೆ ಬಂದು ನಂತರ ವೇದಿಕೆ ಕಾರ್ಯಕ್ರಮ ನಡೆಯಲಿದೆ, ಸಮಾಜದ ಬಾಂಧವರು ಹೆಚ್ಚಿನ ಸಂಖ್ಯೆಯಲ್ಲಿ ಭಾಗವಹಿಸಿ ಕಾರ್ಯಕ್ರಮವನ್ನು ಯಶಸ್ವಿಗೊಳಿಸಬೇಕೆಂದು ಸಮಾಜದ ಮುಖಂಡರು ಪ್ರಕಟಣೆಯಲ್ಲಿ ತಿಳಿಸಿದ್ದಾರೆ. [840,1485,1245,1558]
photo-crowd-graphic [38,1352,330,1403]
photo-gopuram-right [1148,1628,1211,1794]
article6-col2: ಹಾಗೂ ಸಾವಿರಾರು ಜನರು ಸೇರಿದ್ದರು, ಚಾಮರಾಜನಗರ ತಾಲ್ಲೂಕಿನ ಗೂಳಿಪುರ ಗ್ರಾಮದಲ್ಲಿ ಸೋಮವಾರ ಮಾರಿ ಹಬ್ಬದ ಅಂಗವಾಗಿ ಭಕ್ತರು ಮುಳ್ಳಿನ ಪೊದೆಗೆ ಹಾರುವ ಮೈನವಿರೇಳಿಸುವ ಆಚರಣೆ ನಡೆಯಿತು. ಗ್ರಾಮ ದೇವತೆ ಮಾರಮ್ಮನಿಗೆ ವಿಶೇಷ ಪೂಜೆ ಸಲ್ಲಿಸಲಾಯಿತು. ನೂರಾರು ವರ್ಷಗಳಿಂದ ಈ ಆಚರಣೆ ಇದೆ ಎನ್ನುತ್ತಾರೆ ಗ್ರಾಮಸ್ಥರು. ಜಿಲ್ಲೆಯ ವಿವಿಧ ಭಾಗಗಳಿಂದ ಬಂದ ಭಕ್ತರು ದೇವರ ದರ್ಶನ ಪಡೆದರು. [574,1257,806,1361]
karave-meeting-photo [840,394,1090,562]
